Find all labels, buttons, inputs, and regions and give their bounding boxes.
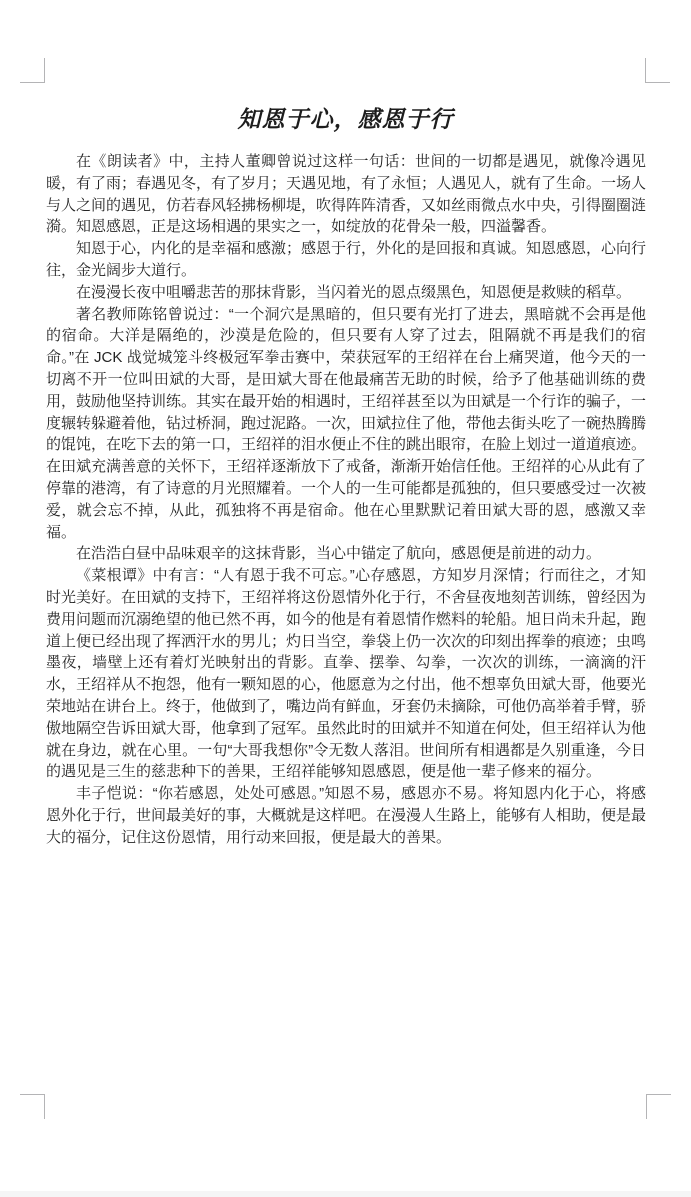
paragraph: 知恩于心，内化的是幸福和感激；感恩于行，外化的是回报和真诚。知恩感恩，心向行往，金光阔步大道行。 [46, 240, 647, 279]
paragraph: 在漫漫长夜中咀嚼悲苦的那抹背影，当闪着光的恩点缀黑色，知恩便是救赎的稻草。 [76, 283, 632, 301]
paragraph: 著名教师陈铭曾说过：“一个洞穴是黑暗的，但只要有光打了进去，黑暗就不会再是他的宿命。大洋是隔绝的，沙漠是危险的，但只要有人穿了过去，阻隔就不再是我们的宿命。”在 JCK 战觉城笼斗终极冠军拳击赛中，荣获冠军的王绍祥在台上痛哭道，他今天的一切离不开一位叫田斌的大哥，是田斌大哥在他最痛苦无助的时候，给予了他基础训练的费用，鼓励他坚持训练。其实在最开始的相遇时，王绍祥甚至以为田斌是一个行诈的骗子，一度辗转躲避着他，钻过桥洞，跑过泥路。一次，田斌拉住了他，带他去街头吃了一碗热腾腾的馄饨，在吃下去的第一口，王绍祥的泪水便止不住的跳出眼帘，在脸上划过一道道痕迹。在田斌充满善意的关怀下，王绍祥逐渐放下了戒备，渐渐开始信任他。王绍祥的心从此有了停靠的港湾，有了诗意的月光照耀着。一个人的一生可能都是孤独的，但只要感受过一次被爱，就会忘不掉，从此，孤独将不再是宿命。他在心里默默记着田斌大哥的恩，感激又幸福。 [46, 305, 647, 541]
crop-mark-bottom-left-icon [20, 1094, 45, 1119]
paragraph: 在《朗读者》中，主持人董卿曾说过这样一句话：世间的一切都是遇见，就像冷遇见暖，有了雨；春遇见冬，有了岁月；天遇见地，有了永恒；人遇见人，就有了生命。一场人与人之间的遇见，仿若春风轻拂杨柳堤，吹得阵阵清香，又如丝雨微点水中央，引得圈圈涟漪。知恩感恩，正是这场相遇的果实之一，如绽放的花骨朵一般，四溢馨香。 [46, 153, 647, 236]
crop-mark-top-left-icon [20, 58, 45, 83]
document-body [46, 151, 646, 849]
crop-mark-bottom-right-icon [646, 1094, 671, 1119]
paragraph: 在浩浩白昼中品味艰辛的这抹背影，当心中锚定了航向，感恩便是前进的动力。 [76, 545, 602, 563]
page-bottom-edge [0, 1191, 691, 1197]
document-title: 知恩于心，感恩于行 [237, 106, 454, 132]
paragraph: 丰子恺说：“你若感恩，处处可感恩。”知恩不易，感恩亦不易。将知恩内化于心，将感恩外化于行，世间最美好的事，大概就是这样吧。在漫漫人生路上，能够有人相助，便是最大的福分，记住这份恩情，用行动来回报，便是最大的善果。 [46, 785, 647, 846]
paragraph: 《菜根谭》中有言：“人有恩于我不可忘。”心存感恩，方知岁月深情；行而往之，才知时光美好。在田斌的支持下，王绍祥将这份恩情外化于行，不舍昼夜地刻苦训练，曾经因为费用问题而沉溺绝望的他已然不再，如今的他是有着恩情作燃料的轮船。旭日尚未升起，跑道上便已经出现了挥洒汗水的男儿；灼日当空，拳袋上仍一次次的印刻出挥拳的痕迹；虫鸣墨夜，墙壁上还有着灯光映射出的背影。直拳、摆拳、勾拳，一次次的训练，一滴滴的汗水，王绍祥从不抱怨，他有一颗知恩的心，他愿意为之付出，他不想辜负田斌大哥，他要光荣地站在讲台上。终于，他做到了，嘴边尚有鲜血，牙套仍未摘除，可他仍高举着手臂，骄傲地隔空告诉田斌大哥，他拿到了冠军。虽然此时的田斌并不知道在何处，但王绍祥认为他就在身边，就在心里。一句“大哥我想你”令无数人落泪。世间所有相遇都是久别重逢，今日的遇见是三生的慈悲种下的善果，王绍祥能够知恩感恩，便是他一辈子修来的福分。 [46, 567, 647, 781]
crop-mark-top-right-icon [645, 58, 670, 83]
